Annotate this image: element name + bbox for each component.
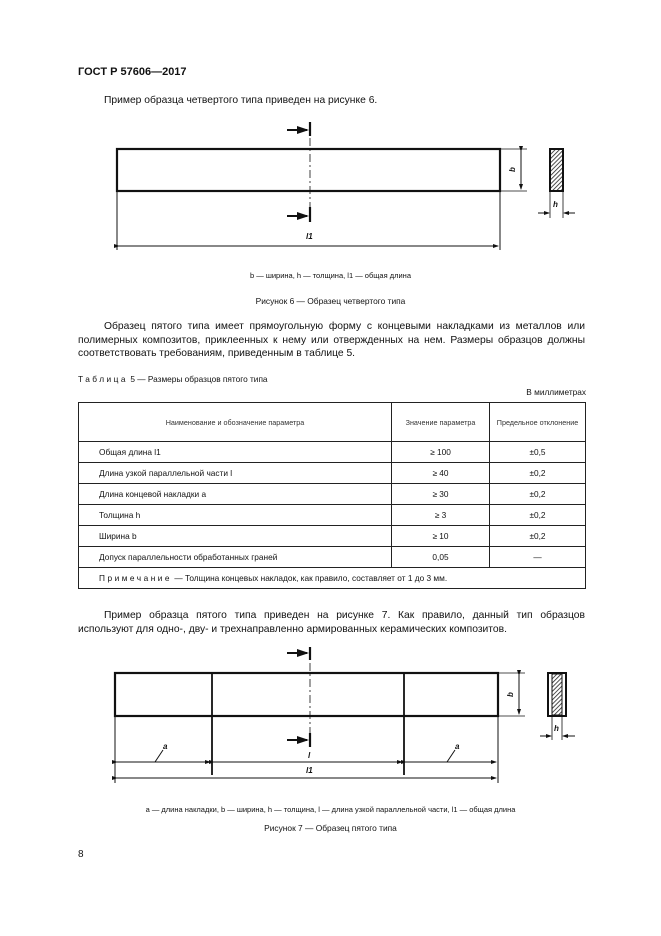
table-5: [78, 402, 586, 589]
fig7-a-label-right: a: [455, 742, 460, 751]
table-caption: [78, 374, 268, 384]
fig7-l1-label: l1: [306, 766, 313, 775]
header-value: Значение параметра: [392, 403, 490, 442]
fig6-h-label: h: [553, 200, 558, 209]
cell-value: 0,05: [392, 547, 490, 568]
fig7-caption: Рисунок 7 — Образец пятого типа: [264, 823, 397, 833]
cell-value: ≥ 40: [392, 463, 490, 484]
cell-value: ≥ 10: [392, 526, 490, 547]
cell-parameter: Ширина b: [79, 526, 392, 547]
table-row: [79, 547, 586, 568]
document-header: ГОСТ Р 57606—2017: [78, 66, 187, 78]
table-note: [79, 568, 586, 589]
cell-deviation: ±0,2: [490, 463, 586, 484]
fig6-b-label: b: [507, 167, 517, 172]
page-number: 8: [78, 849, 84, 860]
fig7-legend: a — длина накладки, b — ширина, h — толщина, l — длина узкой параллельной части, l1 — общая длина: [145, 805, 516, 814]
table-header-row: [79, 403, 586, 442]
header-parameter: Наименование и обозначение параметра: [79, 403, 392, 442]
fig7-l-label: l: [308, 751, 311, 760]
table-row: [79, 442, 586, 463]
cell-deviation: ±0,5: [490, 442, 586, 463]
paragraph-fifth-type: Образец пятого типа имеет прямоугольную форму с концевыми накладками из металлов или полимерных композитов, приклеенных к нему или отвержденных на нем. Размеры образцов должны соответствовать требованиям, приведенным в таблице 5.: [78, 321, 585, 359]
paragraph-figure6-intro: Пример образца четвертого типа приведен на рисунке 6.: [104, 95, 378, 106]
fig6-legend: b — ширина, h — толщина, l1 — общая длина: [249, 271, 411, 280]
cell-deviation: ±0,2: [490, 526, 586, 547]
fig7-b-label: b: [505, 692, 515, 697]
header-deviation: Предельное отклонение: [490, 403, 586, 442]
table-row: [79, 463, 586, 484]
note-label: Примечание: [99, 573, 173, 583]
table-row: [79, 526, 586, 547]
table-row: [79, 505, 586, 526]
cell-value: ≥ 100: [392, 442, 490, 463]
figure6-drawing: [117, 122, 575, 250]
cell-value: ≥ 30: [392, 484, 490, 505]
table-note-row: [79, 568, 586, 589]
table-title: 5 — Размеры образцов пятого типа: [128, 374, 268, 384]
table-label: Таблица: [78, 374, 129, 384]
cell-deviation: ±0,2: [490, 484, 586, 505]
fig7-h-label: h: [554, 724, 559, 733]
fig6-l1-label: l1: [306, 232, 313, 241]
paragraph-figure7-intro: Пример образца пятого типа приведен на рисунке 7. Как правило, данный тип образцов используют для одно-, дву- и трехнаправленно армированных керамических композитов.: [78, 610, 585, 635]
cell-parameter: Длина концевой накладки a: [79, 484, 392, 505]
cell-parameter: Длина узкой параллельной части l: [79, 463, 392, 484]
fig7-a-label-left: a: [163, 742, 168, 751]
cell-value: ≥ 3: [392, 505, 490, 526]
table-units: В миллиметрах: [526, 387, 586, 397]
cell-deviation: —: [490, 547, 586, 568]
cell-parameter: Допуск параллельности обработанных граней: [79, 547, 392, 568]
cell-deviation: ±0,2: [490, 505, 586, 526]
note-text: — Толщина концевых накладок, как правило, составляет от 1 до 3 мм.: [172, 573, 448, 583]
figure7-drawing: [115, 647, 575, 783]
cell-parameter: Толщина h: [79, 505, 392, 526]
fig6-caption: Рисунок 6 — Образец четвертого типа: [255, 296, 406, 306]
table-row: [79, 484, 586, 505]
cell-parameter: Общая длина l1: [79, 442, 392, 463]
